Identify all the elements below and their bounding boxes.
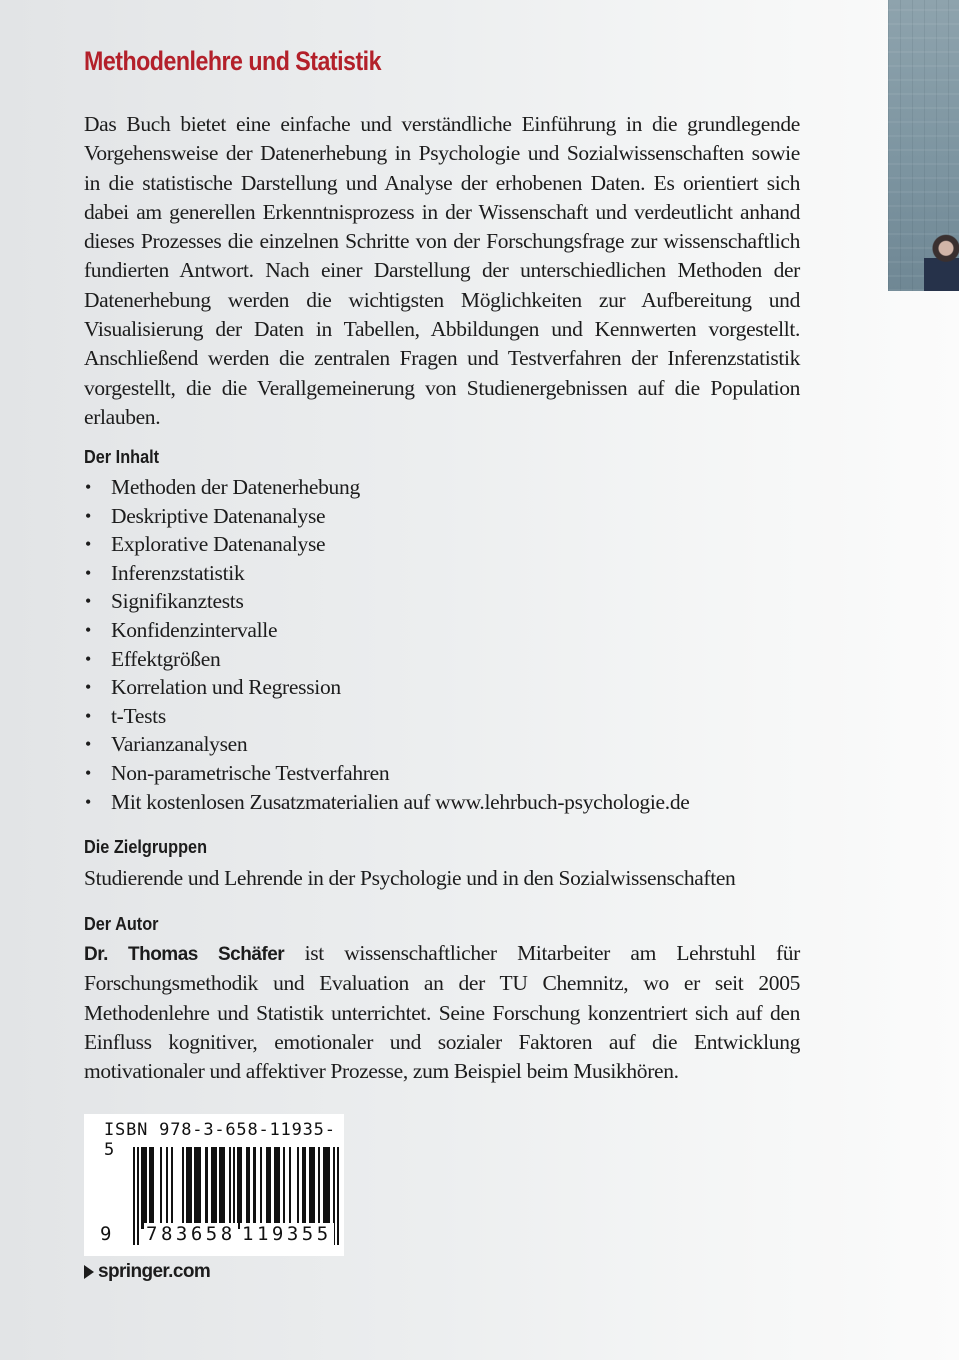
list-item: • Inferenzstatistik [84,559,690,588]
bullet-icon: • [85,705,92,726]
barcode-digits-right: 119355 [242,1223,332,1245]
bullet-icon: • [85,562,92,583]
play-arrow-icon [84,1265,94,1279]
bullet-icon: • [85,648,92,669]
list-item: • Signifikanztests [84,587,690,616]
bullet-icon: • [85,734,92,755]
author-bio [84,939,800,1086]
list-item: • Deskriptive Datenanalyse [84,502,690,531]
list-item: • Effektgrößen [84,645,690,674]
author-name: Dr. Thomas Schäfer [84,944,285,965]
bullet-icon: • [85,791,92,812]
cover-photo-strip [888,0,959,291]
bullet-icon: • [85,591,92,612]
barcode-digit-first: 9 [100,1223,112,1245]
isbn-barcode [84,1114,344,1256]
person-figure [924,230,959,291]
bullet-icon: • [85,762,92,783]
list-item: • Mit kostenlosen Zusatzmaterialien auf www.lehrbuch-psychologie.de [84,788,690,817]
bullet-icon: • [85,619,92,640]
list-item: • Methoden der Datenerhebung [84,473,690,502]
bullet-icon: • [85,505,92,526]
author-bio-text: ist wissenschaftlicher Mitarbeiter am Lehrstuhl für Forschungsmethodik und Evaluation an der TU Chemnitz, wo er seit 2005 Methodenlehre und Statistik unterrichtet. Seine Forschung konzentriert sich auf den Einfluss kognitiver, emotionaler und sozialer Faktoren auf die Entwicklung motivationaler und affektiver Prozesse, zum Beispiel beim Musikhören. [84,941,800,1084]
contents-list [84,473,690,816]
list-item: • Explorative Datenanalyse [84,530,690,559]
list-item: • Non-parametrische Testverfahren [84,759,690,788]
book-title: Methodenlehre und Statistik [84,46,381,76]
isbn-label: ISBN 978-3-658-11935-5 [104,1120,336,1160]
springer-link[interactable] [84,1261,210,1283]
bullet-icon: • [85,477,92,497]
bullet-icon: • [85,677,92,698]
intro-paragraph: Das Buch bietet eine einfache und verständliche Einführung in die grundlegende Vorgehensweise der Datenerhebung in Psychologie und Sozialwissenschaften sowie in die statistische Darstellung und Analyse der erhobenen Daten. Es orientiert sich dabei am generellen Erkenntnisprozess in der Wissenschaft und verdeutlicht anhand dieses Prozesses die einzelnen Schritte von der Forschungsfrage zur wissenschaftlich fundierten Antwort. Nach einer Darstellung der unterschiedlichen Methoden der Datenerhebung werden die wichtigsten Möglichkeiten zur Aufbereitung und Visualisierung der Daten in Tabellen, Abbildungen und Kennwerten vorgestellt. Anschließend werden die zentralen Fragen und Testverfahren der Inferenzstatistik vorgestellt, die die Verallgemeinerung von Studienergebnissen auf die Population erlauben. [84,112,800,429]
list-item: • t-Tests [84,702,690,731]
target-groups-text: Studierende und Lehrende in der Psychologie und in den Sozialwissenschaften [84,866,736,890]
list-item: • Varianzanalysen [84,730,690,759]
contents-heading: Der Inhalt [84,446,160,467]
target-groups-heading: Die Zielgruppen [84,836,208,857]
springer-link-text: springer.com [98,1261,211,1282]
barcode-digits-left: 783658 [146,1223,236,1245]
list-item: • Konfidenzintervalle [84,616,690,645]
bullet-icon: • [85,534,92,555]
author-heading: Der Autor [84,913,159,934]
list-item: • Korrelation und Regression [84,673,690,702]
